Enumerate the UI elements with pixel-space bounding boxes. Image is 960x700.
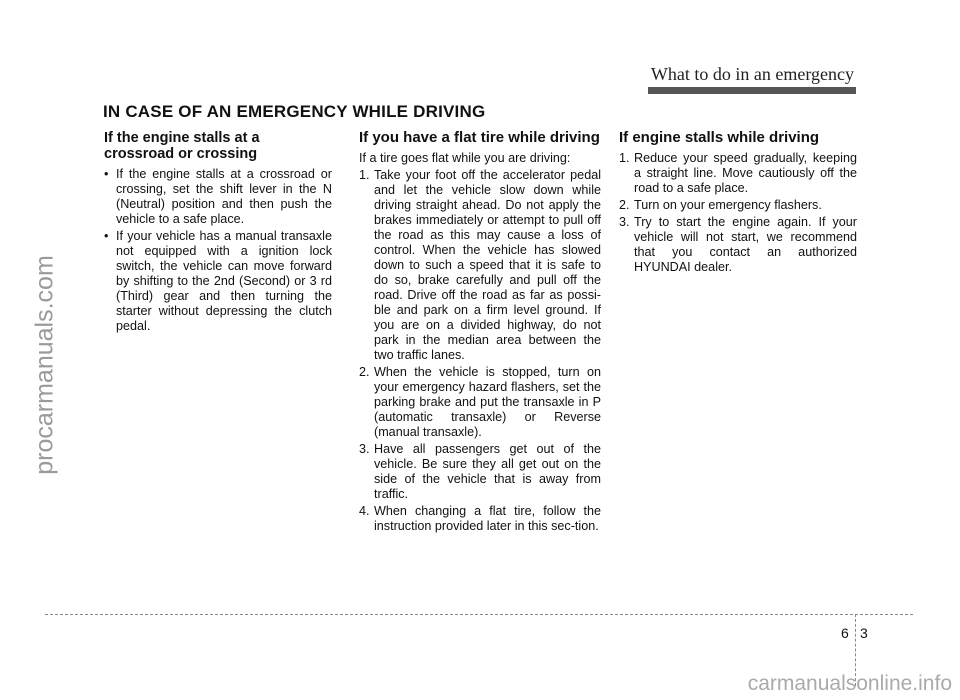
list-item-text: When the vehicle is stopped, turn on your emergency hazard flashers, set the parking brake and put the transaxle in P (automatic transaxle) or Reverse (manual transaxle). [374, 365, 601, 439]
side-watermark-text: procarmanuals.com [30, 255, 59, 475]
crossroad-heading: If the engine stalls at a crossroad or crossing [104, 130, 260, 162]
column-flat-tire [359, 130, 601, 536]
list-item [619, 151, 857, 196]
list-item [619, 198, 857, 213]
chapter-header-title: What to do in an emergency [650, 64, 854, 84]
header-bar [648, 87, 856, 94]
list-item-text: Try to start the engine again. If your vehicle will not start, we recommend that you contact an authorized HYUNDAI dealer. [634, 215, 857, 274]
list-item-text: Turn on your emergency flashers. [634, 198, 822, 212]
column-engine-stall [619, 130, 857, 277]
step-number: 1. [619, 151, 630, 165]
list-item [359, 365, 601, 440]
step-number: 3. [359, 442, 370, 456]
flat-tire-steps [359, 168, 601, 534]
list-item [359, 442, 601, 502]
chapter-number: 6 [841, 625, 849, 641]
step-number: 3. [619, 215, 630, 229]
crossroad-list [104, 167, 332, 334]
engine-stall-heading: If engine stalls while driving [619, 129, 820, 146]
engine-stall-steps [619, 151, 857, 275]
step-number: 1. [359, 168, 370, 182]
bullet-marker: • [104, 229, 109, 243]
list-item [104, 229, 332, 334]
section-heading: IN CASE OF AN EMERGENCY WHILE DRIVING [103, 102, 486, 121]
list-item-text: When changing a flat tire, follow the instruction provided later in this sec-tion. [374, 504, 601, 533]
flat-tire-heading: If you have a flat tire while driving [359, 129, 600, 146]
step-number: 2. [619, 198, 630, 212]
list-item-text: If your vehicle has a manual transaxle not equipped with a ignition lock switch, the vehicle can move forward by shifting to the 2nd (Second) or 3 rd (Third) gear and then turning the starter without depressing the clutch pedal. [116, 229, 332, 333]
step-number: 4. [359, 504, 370, 518]
list-item [359, 168, 601, 363]
step-number: 2. [359, 365, 370, 379]
page-number: 3 [860, 625, 868, 641]
list-item [359, 504, 601, 534]
footer-divider [45, 614, 913, 615]
list-item-text: Take your foot off the accelerator pedal and let the vehicle slow down while driving straight ahead. Do not apply the brakes immediately or attempt to pull off the road as this may cause a loss of control. When the vehicle has slowed down to such a speed that it is safe to do so, brake carefully and pull off the road. Drive off the road as far as possi-ble and park on a firm level ground. If you are on a divided highway, do not park in the median area between the two traffic lanes. [374, 168, 601, 362]
list-item-text: Reduce your speed gradually, keeping a straight line. Move cautiously off the road to a safe place. [634, 151, 857, 195]
bullet-marker: • [104, 167, 109, 181]
column-crossroad [104, 130, 332, 336]
list-item-text: If the engine stalls at a crossroad or crossing, set the shift lever in the N (Neutral) position and then push the vehicle to a safe place. [116, 167, 332, 226]
bottom-watermark: carmanualsonline.info [747, 672, 952, 695]
list-item [619, 215, 857, 275]
flat-tire-intro: If a tire goes flat while you are driving: [359, 151, 571, 165]
side-watermark [30, 165, 60, 565]
list-item-text: Have all passengers get out of the vehicle. Be sure they all get out on the side of the vehicle that is away from traffic. [374, 442, 601, 501]
list-item [104, 167, 332, 227]
